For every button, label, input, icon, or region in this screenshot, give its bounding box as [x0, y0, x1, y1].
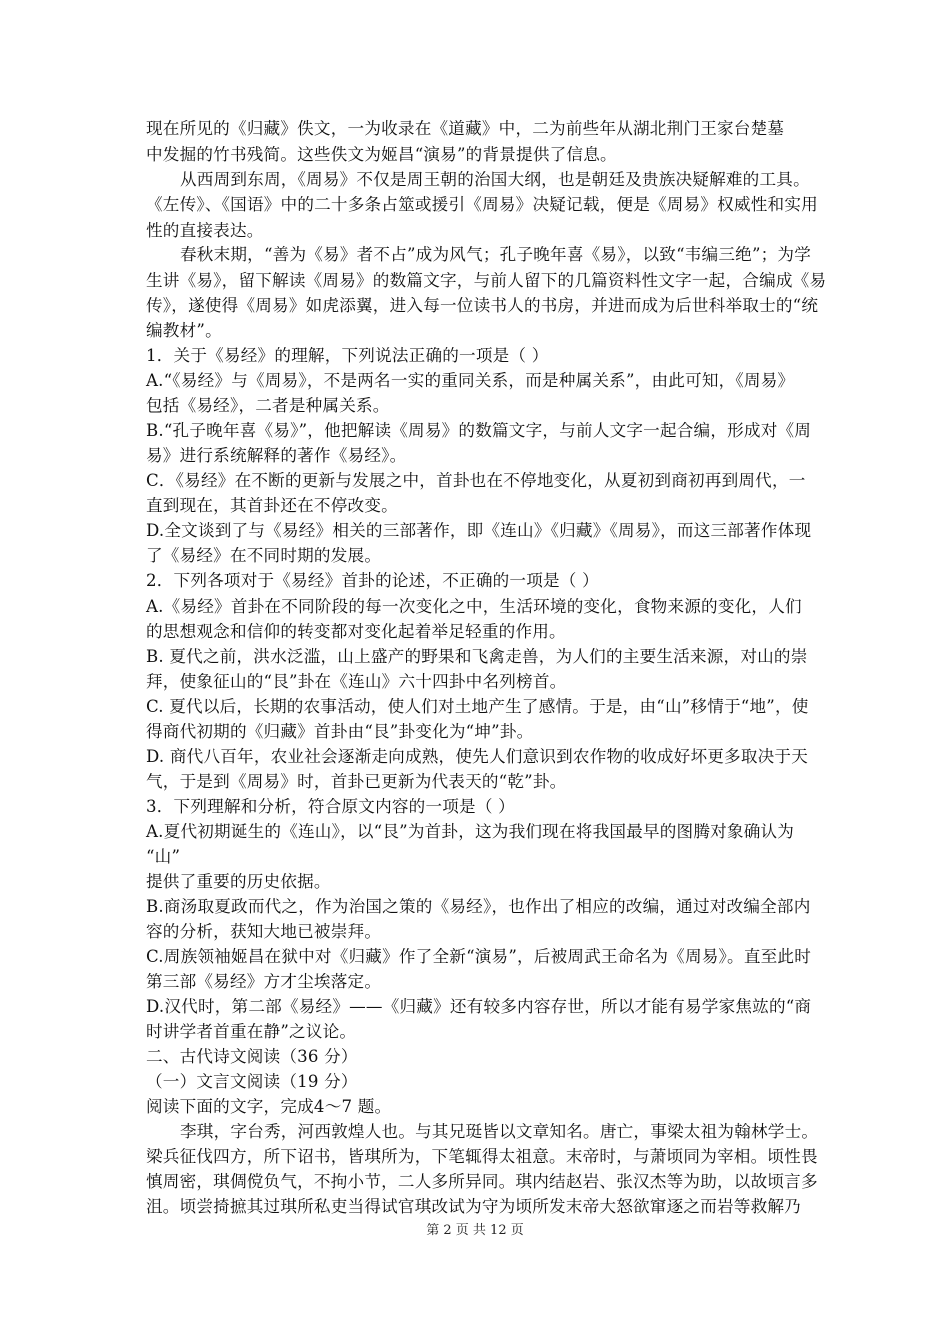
text-line: 性的直接表达。	[146, 221, 264, 240]
option-line: C．《易经》在不断的更新与发展之中，首卦也在不停地变化，从夏初到商初再到周代，一	[146, 471, 806, 490]
question-2: 2．下列各项对于《易经》首卦的论述，不正确的一项是（ ）	[146, 571, 599, 590]
instruction-line: 阅读下面的文字，完成4～7 题。	[146, 1097, 392, 1116]
text-line: 现在所见的《归藏》佚文，一为收录在《道藏》中，二为前些年从湖北荆门王家台楚墓	[146, 119, 785, 138]
option-line: 第三部《易经》方才尘埃落定。	[146, 972, 382, 991]
page-footer: 第 2 页 共 12 页	[426, 1223, 524, 1238]
option-line: 包括《易经》，二者是种属关系。	[146, 396, 390, 415]
text-line: 中发掘的竹书残简。这些佚文为姬昌“演易”的背景提供了信息。	[146, 145, 617, 164]
option-line: “山”	[146, 847, 181, 866]
option-line: 时讲学者首重在静”之议论。	[146, 1022, 357, 1041]
subsection-heading: （一）文言文阅读（19 分）	[146, 1072, 358, 1091]
question-3: 3．下列理解和分析，符合原文内容的一项是（ ）	[146, 797, 515, 816]
text-line: 传》，遂使得《周易》如虎添翼，进入每一位读书人的书房，并进而成为后世科举取士的“统	[146, 296, 819, 315]
option-line: 提供了重要的历史依据。	[146, 872, 331, 891]
text-line: 春秋末期，“善为《易》者不占”成为风气；孔子晚年喜《易》，以致“韦编三绝”；为学	[180, 245, 812, 264]
option-line: B. 夏代之前，洪水泛滥，山上盛产的野果和飞禽走兽，为人们的主要生活来源，对山的崇	[146, 647, 808, 666]
option-line: 易》进行系统解释的著作《易经》。	[146, 446, 407, 465]
text-line: 李琪，字台秀，河西敦煌人也。与其兄珽皆以文章知名。唐亡，事梁太祖为翰林学士。	[180, 1122, 819, 1141]
text-line: 慎周密，琪倜傥负气，不拘小节，二人多所异同。琪内结赵岩、张汉杰等为助，以故顷言多	[146, 1172, 818, 1191]
option-line: D.汉代时，第二部《易经》——《归藏》还有较多内容存世，所以才能有易学家焦竑的“商	[146, 997, 812, 1016]
option-line: 容的分析，获知大地已被崇拜。	[146, 922, 382, 941]
option-line: 拜，使象征山的“艮”卦在《连山》六十四卦中名列榜首。	[146, 672, 567, 691]
text-line: 《左传》、《国语》中的二十多条占筮或援引《周易》决疑记载，便是《周易》权威性和实用	[146, 195, 818, 214]
option-line: C. 夏代以后，长期的农事活动，使人们对土地产生了感情。于是，由“山”移情于“地”，使	[146, 697, 809, 716]
question-1: 1．关于《易经》的理解，下列说法正确的一项是（ ）	[146, 346, 549, 365]
section-heading: 二、古代诗文阅读（36 分）	[146, 1047, 358, 1066]
option-line: 直到现在，其首卦还在不停改变。	[146, 496, 398, 515]
option-line: B.商汤取夏政而代之，作为治国之策的《易经》，也作出了相应的改编，通过对改编全部内	[146, 897, 811, 916]
text-line: 编教材”。	[146, 321, 222, 340]
option-line: 了《易经》在不同时期的发展。	[146, 546, 382, 565]
option-line: 气，于是到《周易》时，首卦已更新为代表天的“乾”卦。	[146, 772, 567, 791]
option-line: B.“孔子晚年喜《易》”，他把解读《周易》的数篇文字，与前人文字一起合编，形成对《周	[146, 421, 812, 440]
option-line: D.全文谈到了与《易经》相关的三部著作，即《连山》《归藏》《周易》，而这三部著作体现	[146, 521, 812, 540]
option-line: A.夏代初期诞生的《连山》，以“艮”为首卦，这为我们现在将我国最早的图腾对象确认为	[146, 822, 795, 841]
text-line: 生讲《易》，留下解读《周易》的数篇文字，与前人留下的几篇资料性文字一起，合编成《易	[146, 271, 827, 290]
option-line: C.周族领袖姬昌在狱中对《归藏》作了全新“演易”，后被周武王命名为《周易》。直至此时	[146, 947, 812, 966]
text-line: 沮。顷尝掎摭其过琪所私吏当得试官琪改试为守为顷所发末帝大怒欲窜逐之而岩等救解乃	[146, 1197, 801, 1216]
text-line: 从西周到东周，《周易》不仅是周王朝的治国大纲，也是朝廷及贵族决疑解难的工具。	[180, 170, 810, 189]
option-line: A.《易经》首卦在不同阶段的每一次变化之中，生活环境的变化，食物来源的变化，人们	[146, 597, 802, 616]
option-line: D. 商代八百年，农业社会逐渐走向成熟，使先人们意识到农作物的收成好坏更多取决于天	[146, 747, 809, 766]
option-line: 的思想观念和信仰的转变都对变化起着举足轻重的作用。	[146, 622, 566, 641]
text-line: 梁兵征伐四方，所下诏书，皆琪所为，下笔辄得太祖意。末帝时，与萧顷同为宰相。顷性畏	[146, 1147, 818, 1166]
option-line: 得商代初期的《归藏》首卦由“艮”卦变化为“坤”卦。	[146, 722, 534, 741]
option-line: A.“《易经》与《周易》，不是两名一实的重同关系，而是种属关系”，由此可知，《周易》	[146, 371, 795, 390]
